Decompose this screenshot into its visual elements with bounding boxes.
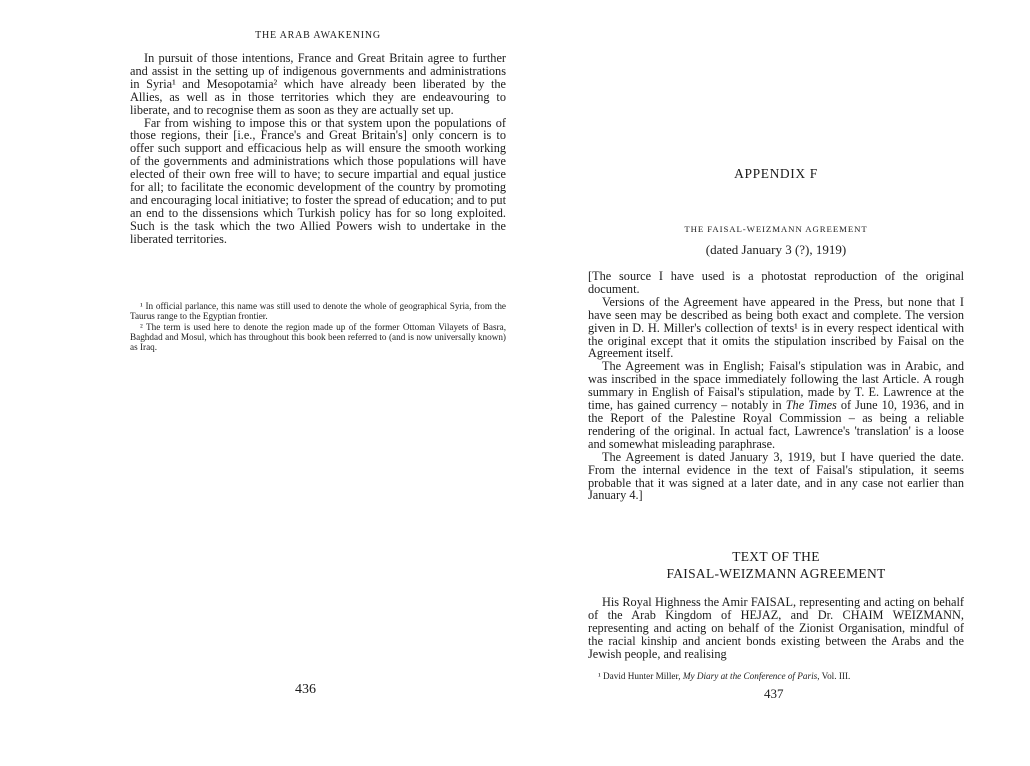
paragraph: His Royal Highness the Amir FAISAL, representing and acting on behalf of the Arab Kingdom of HEJAZ, and Dr. CHAIM WEIZMANN, representing and acting on behalf of the Zionist Organisation, mindful of the racial kinship and ancient bonds existing between the Arabs and the Jewish people, and realising [588,595,964,661]
paragraph: In pursuit of those intentions, France and Great Britain agree to further and assist in the setting up of indigenous governments and administrations in Syria¹ and Mesopotamia² which have already been liberated by the Allies, as well as in those territories which they are endeavouring to liberate, and to recognise them as soon as they are actually set up. [130,51,506,117]
footnote: ¹ David Hunter Miller, My Diary at the Conference of Paris, Vol. III. [598,671,851,681]
paragraph: Versions of the Agreement have appeared in the Press, but none that I have seen may be described as being both exact and complete. The version given in D. H. Miller's collection of texts¹ is in every respect identical with the original except that it omits the stipulation inscribed by Faisal on the Agreement itself. [588,294,964,361]
page-number: 436 [295,682,316,697]
agreement-heading: THE FAISAL-WEIZMANN AGREEMENT [684,224,868,234]
paragraph: Far from wishing to impose this or that system upon the populations of those regions, their [i.e., France's and Great Britain's] only concern is to offer such support and efficacious help as will ensure the smooth working of the governments and administrations which those populations will have elected of their own free will to have; to secure impartial and equal justice for all; to facilitate the economic development of the country by promoting and encouraging local initiative; to foster the spread of education; and to put an end to the dissensions which Turkish policy has for so long exploited. Such is the task which the two Allied Powers wish to undertake in the liberated territories. [130,115,506,246]
text-heading-line: FAISAL-WEIZMANN AGREEMENT [666,566,886,581]
footnote: ¹ In official parlance, this name was still used to denote the whole of geographical Syria, from the Taurus range to the Egyptian frontier. [130,301,506,322]
agreement-date: (dated January 3 (?), 1919) [705,242,847,257]
paragraph: The Agreement was in English; Faisal's stipulation was in Arabic, and was inscribed in the space immediately following the last Article. A rough summary in English of Faisal's stipulation, made by T. E. Lawrence at the time, has gained currency – notably in The Times of June 10, 1936, and in the Report of the Palestine Royal Commission – as being a reliable rendering of the original. In actual fact, Lawrence's 'translation' is a loose and somewhat misleading paraphrase. [588,359,964,451]
footnote: ² The term is used here to denote the region made up of the former Ottoman Vilayets of Basra, Baghdad and Mosul, which has throughout this book been referred to (and is now universally known) as Iraq. [130,321,506,353]
appendix-title: APPENDIX F [734,166,818,181]
right-page [515,0,1030,766]
page-number: 437 [764,686,784,701]
footnotes [130,301,506,352]
text-heading [588,548,964,582]
agreement-text [588,596,964,661]
paragraph: The Agreement is dated January 3, 1919, but I have queried the date. From the internal evidence in the text of Faisal's stipulation, it seems probable that it was signed at a later date, and in any case not earlier than January 4.] [588,449,964,503]
right-body-text [588,270,964,502]
running-head: THE ARAB AWAKENING [255,30,381,41]
paragraph: [The source I have used is a photostat reproduction of the original document. [588,269,964,296]
left-body-text [130,52,506,246]
text-heading-line: TEXT OF THE [732,549,820,564]
